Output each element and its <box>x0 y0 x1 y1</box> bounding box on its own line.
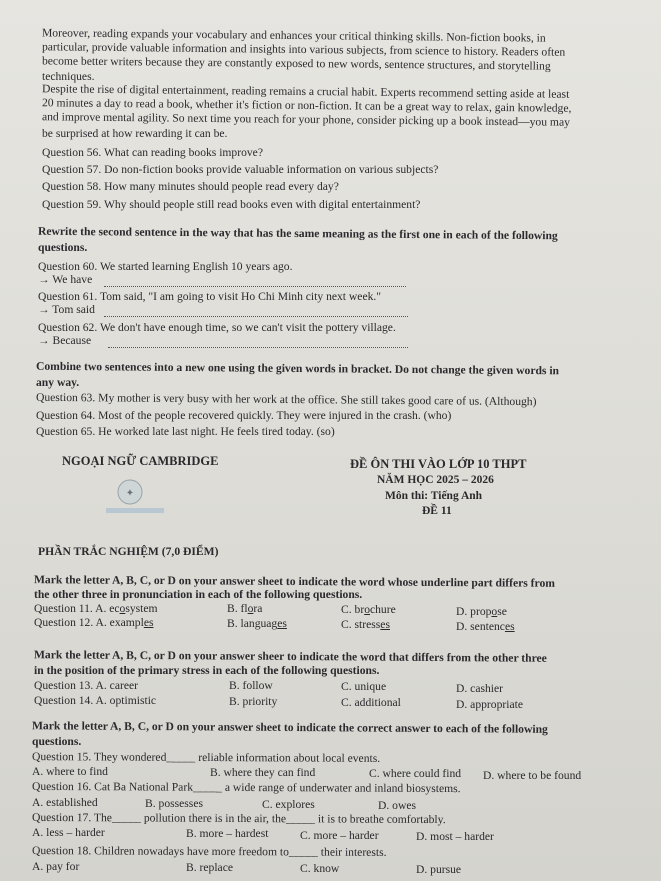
question-15-option-b: B. where they can find <box>210 766 316 779</box>
question-13-option-b: B. follow <box>229 679 273 692</box>
question-18-option-a: A. pay for <box>32 860 80 873</box>
combine-instruction: any way. <box>36 376 80 389</box>
question-11-option-b: B. flora <box>227 602 263 615</box>
question-18-option-b: B. replace <box>186 861 233 874</box>
question-12-option-d: D. sentences <box>456 620 515 633</box>
question-16-option-b: B. possesses <box>145 797 203 810</box>
correct-answer-instruction: Mark the letter A, B, C, or D on your answer sheet to indicate the correct answer to each of the following <box>31 719 548 736</box>
question-12-option-b: B. languages <box>227 617 287 630</box>
answer-line-61[interactable] <box>104 315 408 317</box>
answer-62-prefix: → Because <box>38 334 92 347</box>
question-61: Question 61. Tom said, "I am going to visit Ho Chi Minh city next week." <box>38 290 382 303</box>
question-18: Question 18. Children nowadays have more freedom to_____ their interests. <box>31 844 387 859</box>
rewrite-instruction: questions. <box>38 241 88 254</box>
question-11-option-c: C. brochure <box>341 603 396 616</box>
question-17: Question 17. The_____ pollution there is in the air, the_____ it is to breathe comfortably. <box>31 810 446 827</box>
question-17-option-c: C. more – harder <box>300 829 379 842</box>
pronunciation-instruction: Mark the letter A, B, C, or D on your answer sheet to indicate the word whose underline part differs from <box>33 573 555 590</box>
exam-subject: Môn thi: Tiếng Anh <box>385 490 483 502</box>
question-14-option-a: Question 14. A. optimistic <box>34 694 157 707</box>
svg-text:✦: ✦ <box>125 488 135 499</box>
question-58: Question 58. How many minutes should people read every day? <box>42 180 339 193</box>
question-16-option-c: C. explores <box>262 798 315 811</box>
correct-answer-instruction: questions. <box>32 735 82 748</box>
question-15-option-c: C. where could find <box>369 767 462 780</box>
reading-line: 20 minutes a day to read a book, whether it's fiction or non-fiction. It can be a great way to relax, gain knowledge, <box>41 96 572 115</box>
answer-60-prefix: → We have <box>38 273 93 286</box>
answer-line-62[interactable] <box>108 346 408 348</box>
question-64: Question 64. Most of the people recovered quickly. They were injured in the crash. (who) <box>36 409 452 422</box>
reading-line: Moreover, reading expands your vocabulary and enhances your critical thinking skills. Non-fiction books, in <box>41 26 546 45</box>
stress-instruction: in the position of the primary stress in each of the following questions. <box>34 664 380 677</box>
exam-code: ĐỀ 11 <box>422 505 452 517</box>
reading-line: particular, provide valuable information and insights into various subjects, from science to history. Readers often <box>41 40 566 59</box>
question-13-option-d: D. cashier <box>456 682 503 695</box>
section-title: PHẦN TRẮC NGHIỆM (7,0 ĐIỂM) <box>38 545 219 558</box>
school-year: NĂM HỌC 2025 – 2026 <box>377 474 494 486</box>
reading-line: become better writers because they are constantly exposed to new words, sentence structures, and storytelling <box>41 54 551 73</box>
question-17-option-a: A. less – harder <box>32 826 105 839</box>
question-18-option-d: D. pursue <box>416 863 462 876</box>
question-60: Question 60. We started learning English 10 years ago. <box>38 260 293 273</box>
question-15: Question 15. They wondered_____ reliable information about local events. <box>31 750 381 765</box>
reading-line: be surprised at how rewarding it can be. <box>42 127 228 140</box>
question-14-option-d: D. appropriate <box>456 698 523 711</box>
question-13-option-a: Question 13. A. career <box>34 679 138 692</box>
question-16-option-d: D. owes <box>378 799 416 812</box>
question-16-option-a: A. established <box>32 796 98 809</box>
question-18-option-c: C. know <box>300 862 340 875</box>
logo-caption-bar <box>106 508 164 513</box>
question-15-option-d: D. where to be found <box>483 769 582 782</box>
reading-line: and improve mental agility. So next time you reach for your phone, consider picking up a book instead—you may <box>41 110 570 129</box>
question-59: Question 59. Why should people still read books even with digital entertainment? <box>42 198 421 211</box>
school-name: NGOẠI NGỮ CAMBRIDGE <box>62 454 219 468</box>
question-14-option-b: B. priority <box>229 695 278 708</box>
rewrite-instruction: Rewrite the second sentence in the way that has the same meaning as the first one in each of the following <box>37 224 558 243</box>
question-65: Question 65. He worked late last night. He feels tired today. (so) <box>36 425 335 438</box>
question-11-option-d: D. propose <box>456 605 507 618</box>
question-17-option-d: D. most – harder <box>416 830 494 843</box>
question-17-option-b: B. more – hardest <box>186 827 269 840</box>
reading-line: techniques. <box>42 70 95 83</box>
school-logo-icon <box>110 478 150 506</box>
answer-line-60[interactable] <box>104 285 406 287</box>
question-57: Question 57. Do non-fiction books provide valuable information on various subjects? <box>42 163 439 176</box>
question-14-option-c: C. additional <box>341 696 401 709</box>
question-13-option-c: C. unique <box>341 680 387 693</box>
question-12-option-a: Question 12. A. examples <box>34 616 154 629</box>
combine-instruction: Combine two sentences into a new one using the given words in bracket. Do not change the given words in <box>35 359 560 378</box>
question-63: Question 63. My mother is very busy with her work at the office. She still takes good care of us. (Although) <box>35 390 537 409</box>
stress-instruction: Mark the letter A, B, C, or D on your answer sheer to indicate the word that differs from the other three <box>33 648 547 665</box>
exam-title: ĐỀ ÔN THI VÀO LỚP 10 THPT <box>350 457 527 471</box>
question-16: Question 16. Cat Ba National Park_____ a wide range of underwater and inland biosystems. <box>31 779 461 796</box>
question-11-option-a: Question 11. A. ecosystem <box>34 602 158 615</box>
question-15-option-a: A. where to find <box>32 765 108 778</box>
question-56: Question 56. What can reading books improve? <box>42 146 263 159</box>
pronunciation-instruction: the other three in pronunciation in each of the following questions. <box>34 588 363 601</box>
question-62: Question 62. We don't have enough time, so we can't visit the pottery village. <box>38 321 396 334</box>
question-12-option-c: C. stresses <box>341 618 390 631</box>
answer-61-prefix: → Tom said <box>38 303 95 316</box>
reading-line: Despite the rise of digital entertainment, reading remains a crucial habit. Experts recommend setting aside at least <box>41 82 570 101</box>
